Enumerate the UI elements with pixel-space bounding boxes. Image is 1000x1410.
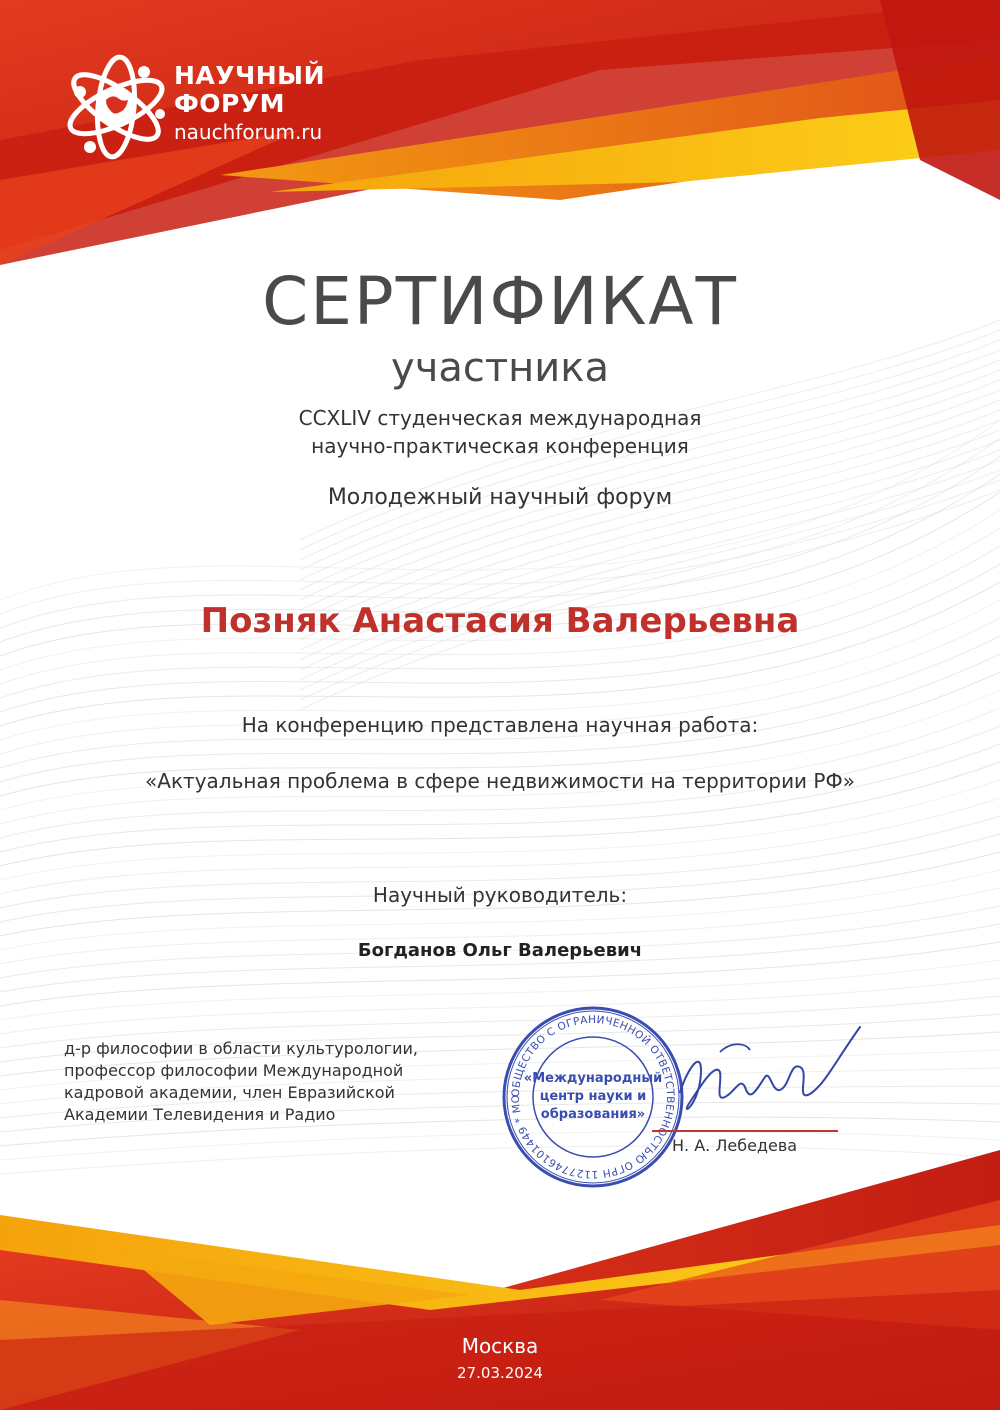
supervisor-desc-line: Академии Телевидения и Радио	[64, 1105, 336, 1124]
certificate-subtitle: участника	[391, 345, 609, 391]
supervisor-description	[64, 1038, 514, 1126]
stamp-outer-text: ОБЩЕСТВО С ОГРАНИЧЕННОЙ ОТВЕТСТВЕНН СТЬЮ ОГРН 1127746101449 * МО	[509, 1013, 677, 1181]
supervisor-name: Богданов Ольг Валерьевич	[357, 940, 643, 961]
conference-line-2: научно-практическая конференция	[311, 434, 689, 458]
logo	[60, 52, 360, 162]
work-title: «Актуальная проблема в сфере недвижимости на территории РФ»	[145, 769, 855, 793]
stamp-center-text	[500, 1070, 686, 1124]
issue-date: 27.03.2024	[457, 1364, 543, 1382]
certificate-title: СЕРТИФИКАТ	[262, 263, 738, 340]
logo-text	[174, 62, 325, 146]
conference-name	[0, 404, 1000, 460]
supervisor-label: Научный руководитель:	[372, 883, 628, 907]
logo-title-line2: ФОРУМ	[174, 89, 286, 118]
stamp-line: образования»	[540, 1107, 646, 1122]
atom-globe-icon	[60, 52, 172, 162]
conference-line-1: CCXLIV студенческая международная	[298, 406, 702, 430]
city: Москва	[461, 1334, 539, 1358]
supervisor-desc-line: профессор философии Международной	[64, 1061, 404, 1080]
supervisor-desc-line: кадровой академии, член Евразийской	[64, 1083, 395, 1102]
stamp-line: центр науки и	[539, 1089, 647, 1104]
stamp-line: «Международный	[523, 1071, 663, 1086]
participant-name: Позняк Анастасия Валерьевна	[200, 601, 800, 641]
signature	[660, 1022, 870, 1132]
organization-stamp	[500, 1004, 686, 1190]
forum-name: Молодежный научный форум	[327, 485, 673, 510]
work-label: На конференцию представлена научная работа:	[241, 713, 759, 737]
supervisor-desc-line: д-р философии в области культурологии,	[64, 1039, 418, 1058]
signature-line	[652, 1130, 838, 1132]
logo-website: nauchforum.ru	[174, 120, 323, 144]
logo-title-line1: НАУЧНЫЙ	[174, 61, 325, 90]
signer-name: Н. А. Лебедева	[672, 1136, 798, 1155]
